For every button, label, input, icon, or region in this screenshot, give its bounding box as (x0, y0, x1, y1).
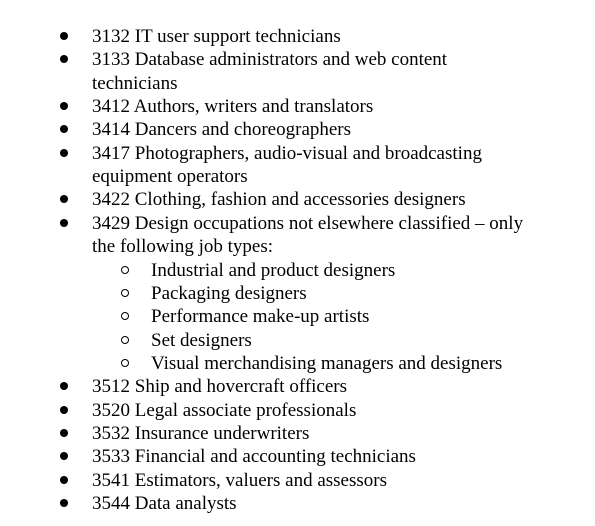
bullet-circle-icon (121, 359, 129, 367)
list-item (0, 399, 595, 423)
list-item-text: Visual merchandising managers and designers (151, 352, 503, 374)
list-item-text: Industrial and product designers (151, 259, 396, 281)
list-item (0, 95, 595, 119)
list-item-text: 3520 Legal associate professionals (92, 399, 357, 421)
list-item-text: 3429 Design occupations not elsewhere classified – only (92, 212, 524, 234)
bullet-circle-icon (121, 312, 129, 320)
list-item-text: 3532 Insurance underwriters (92, 422, 310, 444)
list-item-text: 3412 Authors, writers and translators (92, 96, 374, 118)
bullet-circle-icon (121, 289, 129, 297)
bullet-circle-icon (121, 336, 129, 344)
list-item-text: 3512 Ship and hovercraft officers (92, 376, 348, 398)
sub-list-item (0, 282, 595, 306)
list-item (0, 235, 595, 259)
list-item (0, 142, 595, 166)
list-item (0, 188, 595, 212)
list-item-text: 3541 Estimators, valuers and assessors (92, 469, 387, 491)
bullet-disc-icon (60, 32, 68, 40)
bullet-disc-icon (60, 102, 68, 110)
sub-list-item (0, 305, 595, 329)
list-item-text: 3422 Clothing, fashion and accessories designers (92, 189, 466, 211)
sub-list-item (0, 259, 595, 283)
list-item-text: 3132 IT user support technicians (92, 26, 341, 47)
bullet-disc-icon (60, 219, 68, 227)
bullet-disc-icon (60, 125, 68, 133)
bullet-disc-icon (60, 149, 68, 157)
list-item (0, 375, 595, 399)
list-item (0, 445, 595, 469)
list-item-text: technicians (92, 72, 178, 94)
list-item-text: the following job types: (92, 236, 274, 258)
list-item-text: 3417 Photographers, audio-visual and broadcasting (92, 142, 482, 164)
list-item-text: equipment operators (92, 166, 248, 188)
list-item (0, 48, 595, 72)
bullet-disc-icon (60, 429, 68, 437)
list-item (0, 492, 595, 516)
bullet-disc-icon (60, 406, 68, 414)
bullet-disc-icon (60, 382, 68, 390)
list-item-text: Set designers (151, 329, 252, 351)
list-item-text: Performance make-up artists (151, 306, 370, 328)
list-item-text: 3133 Database administrators and web content (92, 49, 448, 71)
bullet-circle-icon (121, 266, 129, 274)
bullet-disc-icon (60, 499, 68, 507)
sub-list-item (0, 352, 595, 376)
list-item-text: 3414 Dancers and choreographers (92, 119, 352, 141)
bullet-disc-icon (60, 476, 68, 484)
list-item (0, 25, 595, 49)
bullet-disc-icon (60, 195, 68, 203)
bullet-disc-icon (60, 55, 68, 63)
list-item (0, 118, 595, 142)
bullet-disc-icon (60, 452, 68, 460)
list-item-text: Packaging designers (151, 282, 307, 304)
list-item-text: 3533 Financial and accounting technicians (92, 446, 416, 468)
list-item (0, 165, 595, 189)
sub-list-item (0, 329, 595, 353)
list-item (0, 72, 595, 96)
list-item-text: 3544 Data analysts (92, 493, 237, 514)
list-item (0, 212, 595, 236)
list-item (0, 469, 595, 493)
list-item (0, 422, 595, 446)
